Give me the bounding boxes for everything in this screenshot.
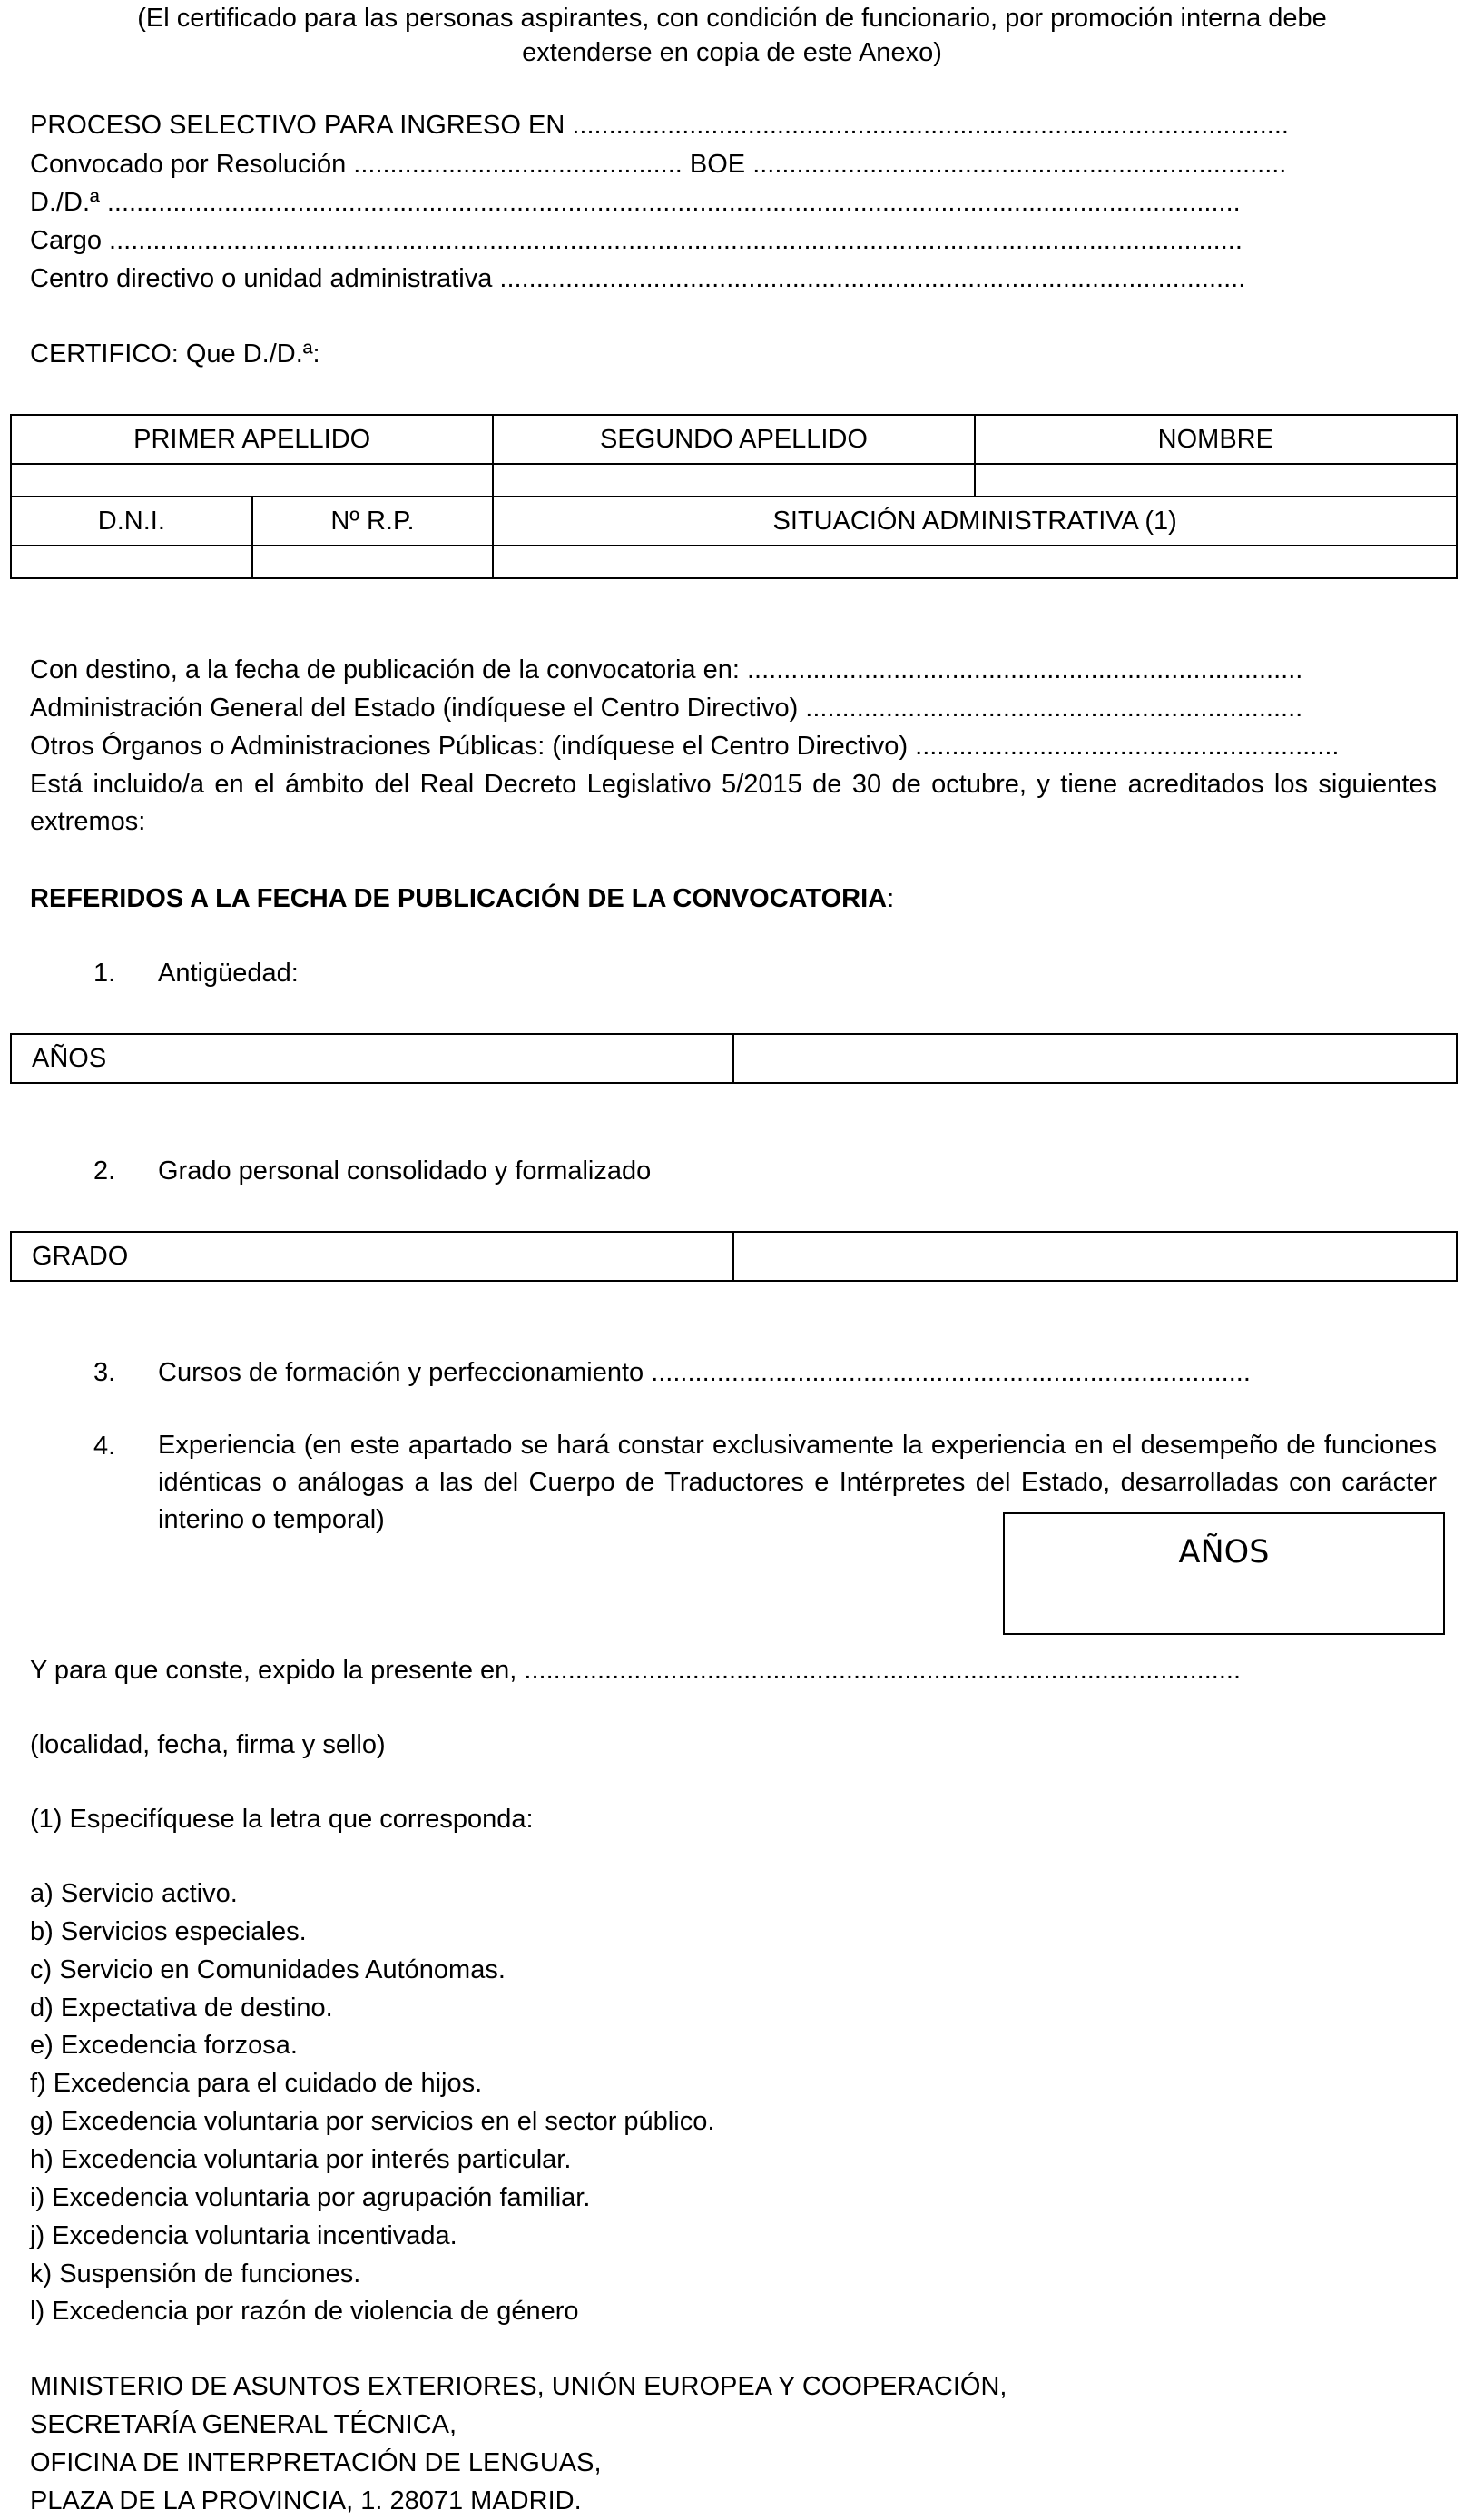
header-line-2: extenderse en copia de este Anexo)	[522, 38, 942, 67]
situacion-b: b) Servicios especiales.	[30, 1917, 307, 1946]
situacion-l: l) Excedencia por razón de violencia de género	[30, 2297, 579, 2326]
referidos-heading	[30, 882, 894, 915]
address-line-2: SECRETARÍA GENERAL TÉCNICA,	[30, 2410, 457, 2439]
situacion-j: j) Excedencia voluntaria incentivada.	[30, 2221, 457, 2250]
cell-nombre[interactable]	[975, 464, 1457, 497]
anos-label-cell: AÑOS	[11, 1034, 733, 1083]
item-2-number: 2.	[93, 1157, 116, 1186]
destino-line-3: Otros Órganos o Administraciones Públicas: (indíquese el Centro Directivo) ..........................................................	[30, 732, 1340, 761]
experiencia-box[interactable]	[1003, 1512, 1445, 1635]
situacion-e: e) Excedencia forzosa.	[30, 2031, 298, 2060]
cell-primer-apellido[interactable]	[11, 464, 493, 497]
address-line-1: MINISTERIO DE ASUNTOS EXTERIORES, UNIÓN EUROPEA Y COOPERACIÓN,	[30, 2372, 1007, 2401]
cell-dni[interactable]	[11, 546, 252, 578]
field-dd: D./D.ª ...........................................................................................................................................................	[30, 188, 1241, 217]
address-line-3: OFICINA DE INTERPRETACIÓN DE LENGUAS,	[30, 2448, 602, 2477]
destino-line-2: Administración General del Estado (indíquese el Centro Directivo) ....................................................................	[30, 694, 1303, 723]
cell-segundo-apellido[interactable]	[493, 464, 974, 497]
situacion-a: a) Servicio activo.	[30, 1879, 238, 1908]
localidad-line: (localidad, fecha, firma y sello)	[30, 1730, 386, 1759]
header-segundo-apellido: SEGUNDO APELLIDO	[493, 415, 974, 464]
item-4-text: Experiencia (en este apartado se hará constar exclusivamente la experiencia en el desempeño de funciones idénticas o análogas a las del Cuerpo de Traductores e Intérpretes del Estado, desarrolladas con carácter interino o temporal)	[158, 1431, 1437, 1534]
destino-line-1: Con destino, a la fecha de publicación de la convocatoria en: ............................................................................	[30, 655, 1303, 684]
situacion-c: c) Servicio en Comunidades Autónomas.	[30, 1955, 506, 1984]
anos-value-cell[interactable]	[733, 1034, 1457, 1083]
antiguedad-table	[10, 1033, 1458, 1084]
header-line-1: (El certificado para las personas aspirantes, con condición de funcionario, por promoción interna debe	[137, 4, 1327, 33]
grado-table	[10, 1231, 1458, 1282]
incluido-paragraph: Está incluido/a en el ámbito del Real Decreto Legislativo 5/2015 de 30 de octubre, y tiene acreditados los siguientes extremos:	[30, 770, 1437, 836]
nota-line: (1) Especifíquese la letra que corresponda:	[30, 1805, 534, 1834]
conste-line: Y para que conste, expido la presente en, ..................................................................................................	[30, 1656, 1241, 1685]
item-1-text: Antigüedad:	[158, 959, 299, 988]
item-4-number: 4.	[93, 1432, 116, 1461]
situacion-i: i) Excedencia voluntaria por agrupación familiar.	[30, 2183, 591, 2212]
header-primer-apellido: PRIMER APELLIDO	[11, 415, 493, 464]
situacion-g: g) Excedencia voluntaria por servicios en el sector público.	[30, 2107, 715, 2136]
grado-value-cell[interactable]	[733, 1232, 1457, 1281]
referidos-colon: :	[887, 884, 895, 913]
personal-data-table	[10, 414, 1458, 579]
situacion-h: h) Excedencia voluntaria por interés particular.	[30, 2145, 572, 2174]
situacion-k: k) Suspensión de funciones.	[30, 2259, 361, 2289]
field-centro: Centro directivo o unidad administrativa ......................................................................................................	[30, 264, 1246, 293]
field-proceso: PROCESO SELECTIVO PARA INGRESO EN ..................................................................................................	[30, 111, 1289, 140]
certifico-line: CERTIFICO: Que D./D.ª:	[30, 340, 320, 369]
field-cargo: Cargo ...........................................................................................................................................................	[30, 226, 1243, 255]
situacion-d: d) Expectativa de destino.	[30, 1993, 333, 2023]
header-nombre: NOMBRE	[975, 415, 1457, 464]
experiencia-box-label: AÑOS	[1178, 1534, 1270, 1570]
header-dni: D.N.I.	[11, 497, 252, 546]
header-nrp: Nº R.P.	[252, 497, 494, 546]
item-3-text: Cursos de formación y perfeccionamiento ..................................................................................	[158, 1358, 1251, 1387]
item-1-number: 1.	[93, 959, 116, 988]
referidos-bold: REFERIDOS A LA FECHA DE PUBLICACIÓN DE LA CONVOCATORIA	[30, 884, 888, 913]
field-convocado: Convocado por Resolución ............................................. BOE .........................................................................	[30, 150, 1287, 179]
item-2-text: Grado personal consolidado y formalizado	[158, 1157, 652, 1186]
situacion-f: f) Excedencia para el cuidado de hijos.	[30, 2069, 483, 2098]
grado-label-cell: GRADO	[11, 1232, 733, 1281]
cell-situacion[interactable]	[493, 546, 1457, 578]
item-3-number: 3.	[93, 1358, 116, 1387]
cell-nrp[interactable]	[252, 546, 494, 578]
header-situacion: SITUACIÓN ADMINISTRATIVA (1)	[493, 497, 1457, 546]
address-line-4: PLAZA DE LA PROVINCIA, 1. 28071 MADRID.	[30, 2486, 582, 2515]
